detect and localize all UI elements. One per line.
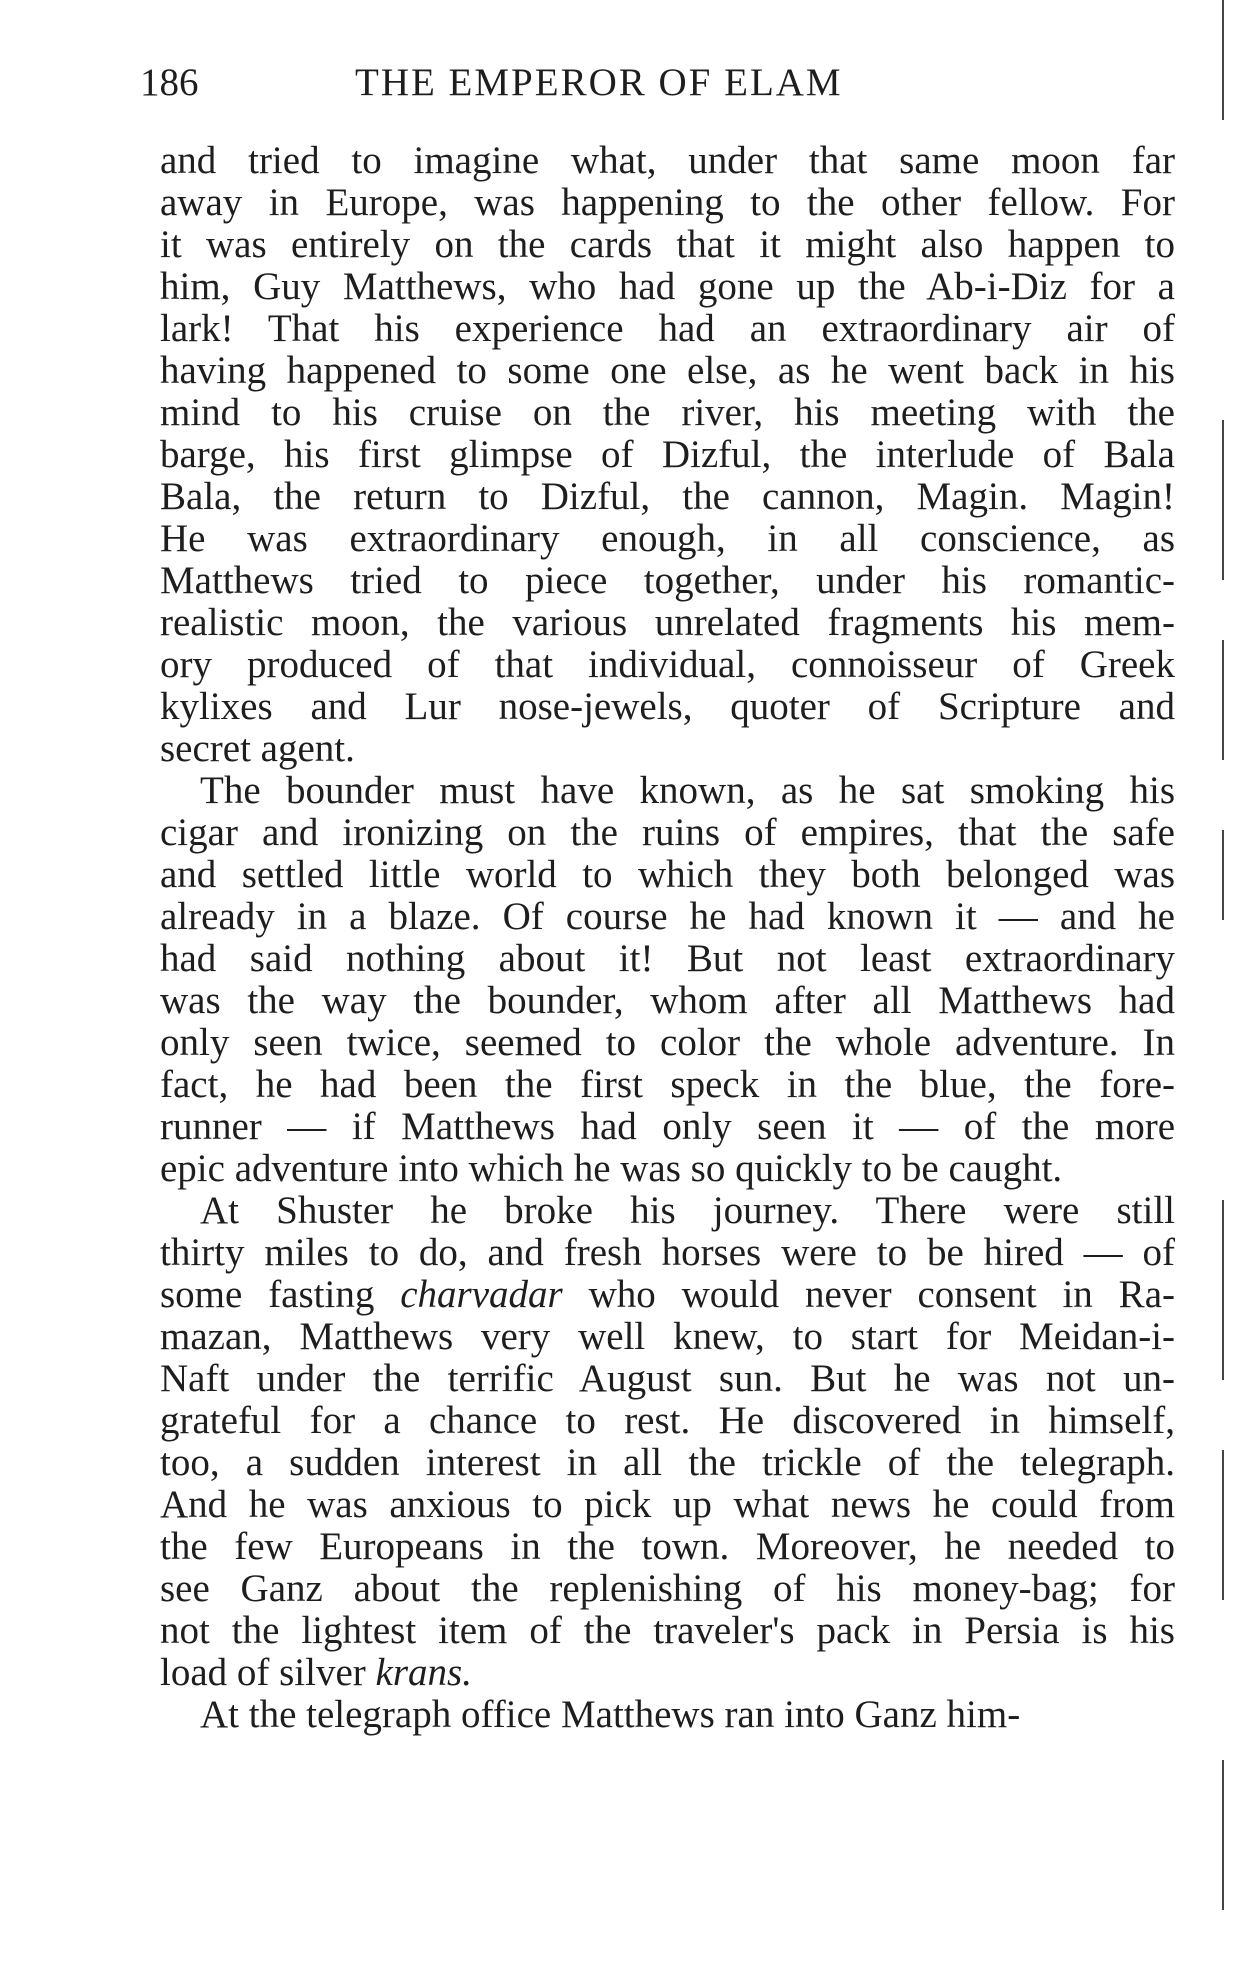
text-line: away in Europe, was happening to the other fellow. For [160, 181, 1175, 224]
page-header [140, 58, 980, 108]
text-line: He was extraordinary enough, in all conscience, as [160, 517, 1175, 560]
page-number: 186 [140, 61, 199, 104]
text-line: lark! That his experience had an extraordinary air of [160, 307, 1175, 350]
text-line: mind to his cruise on the river, his meeting with the [160, 391, 1175, 434]
text-line: too, a sudden interest in all the trickle of the telegraph. [160, 1441, 1175, 1484]
text-line: The bounder must have known, as he sat smoking his [200, 769, 1175, 812]
text-line: At the telegraph office Matthews ran into Ganz him- [200, 1693, 1021, 1736]
text-line: and settled little world to which they both belonged was [160, 853, 1175, 896]
italic-word: charvadar [400, 1273, 563, 1316]
text-line: barge, his first glimpse of Dizful, the interlude of Bala [160, 433, 1175, 476]
text-line: thirty miles to do, and fresh horses were to be hired — of [160, 1231, 1175, 1274]
text-line: realistic moon, the various unrelated fragments his mem- [160, 601, 1175, 644]
text-line: not the lightest item of the traveler's pack in Persia is his [160, 1609, 1175, 1652]
text-line: Bala, the return to Dizful, the cannon, Magin. Magin! [160, 475, 1175, 518]
text-line: ory produced of that individual, connoisseur of Greek [160, 643, 1175, 686]
text-line [160, 1652, 1175, 1694]
text-line: him, Guy Matthews, who had gone up the Ab-i-Diz for a [160, 265, 1175, 308]
page-edge-line [1222, 640, 1224, 760]
text-line: And he was anxious to pick up what news he could from [160, 1483, 1175, 1526]
text-line [160, 1274, 1175, 1316]
text-line: fact, he had been the first speck in the blue, the fore- [160, 1063, 1175, 1106]
page-edge-line [1222, 1760, 1224, 1910]
text-line: already in a blaze. Of course he had known it — and he [160, 895, 1175, 938]
text-line: secret agent. [160, 727, 355, 770]
page-edge-line [1222, 830, 1224, 920]
text-line: it was entirely on the cards that it might also happen to [160, 223, 1175, 266]
text-line: runner — if Matthews had only seen it — of the more [160, 1105, 1175, 1148]
text-line: and tried to imagine what, under that same moon far [160, 139, 1175, 182]
body-text [160, 140, 1175, 1736]
text-segment: who would never consent in Ra- [562, 1273, 1175, 1316]
text-line: had said nothing about it! But not least extraordinary [160, 937, 1175, 980]
text-segment: load of silver [160, 1651, 376, 1694]
text-line: mazan, Matthews very well knew, to start for Meidan-i- [160, 1315, 1175, 1358]
text-line: was the way the bounder, whom after all Matthews had [160, 979, 1175, 1022]
text-line: cigar and ironizing on the ruins of empires, that the safe [160, 811, 1175, 854]
text-line: the few Europeans in the town. Moreover, he needed to [160, 1525, 1175, 1568]
page-edge-line [1222, 420, 1224, 580]
text-line: kylixes and Lur nose-jewels, quoter of Scripture and [160, 685, 1175, 728]
text-line: see Ganz about the replenishing of his money-bag; for [160, 1567, 1175, 1610]
text-segment: some fasting [160, 1273, 401, 1316]
text-line: having happened to some one else, as he went back in his [160, 349, 1175, 392]
italic-word: krans. [375, 1651, 472, 1694]
page-edge-line [1222, 0, 1224, 120]
text-line: At Shuster he broke his journey. There were still [200, 1189, 1175, 1232]
page-edge-line [1222, 1200, 1224, 1380]
text-line: grateful for a chance to rest. He discovered in himself, [160, 1399, 1175, 1442]
text-line: epic adventure into which he was so quickly to be caught. [160, 1147, 1063, 1190]
text-line: Naft under the terrific August sun. But he was not un- [160, 1357, 1175, 1400]
running-title: THE EMPEROR OF ELAM [355, 61, 843, 104]
page-edge-line [1222, 1450, 1224, 1600]
text-line: only seen twice, seemed to color the whole adventure. In [160, 1021, 1175, 1064]
text-line: Matthews tried to piece together, under his romantic- [160, 559, 1175, 602]
